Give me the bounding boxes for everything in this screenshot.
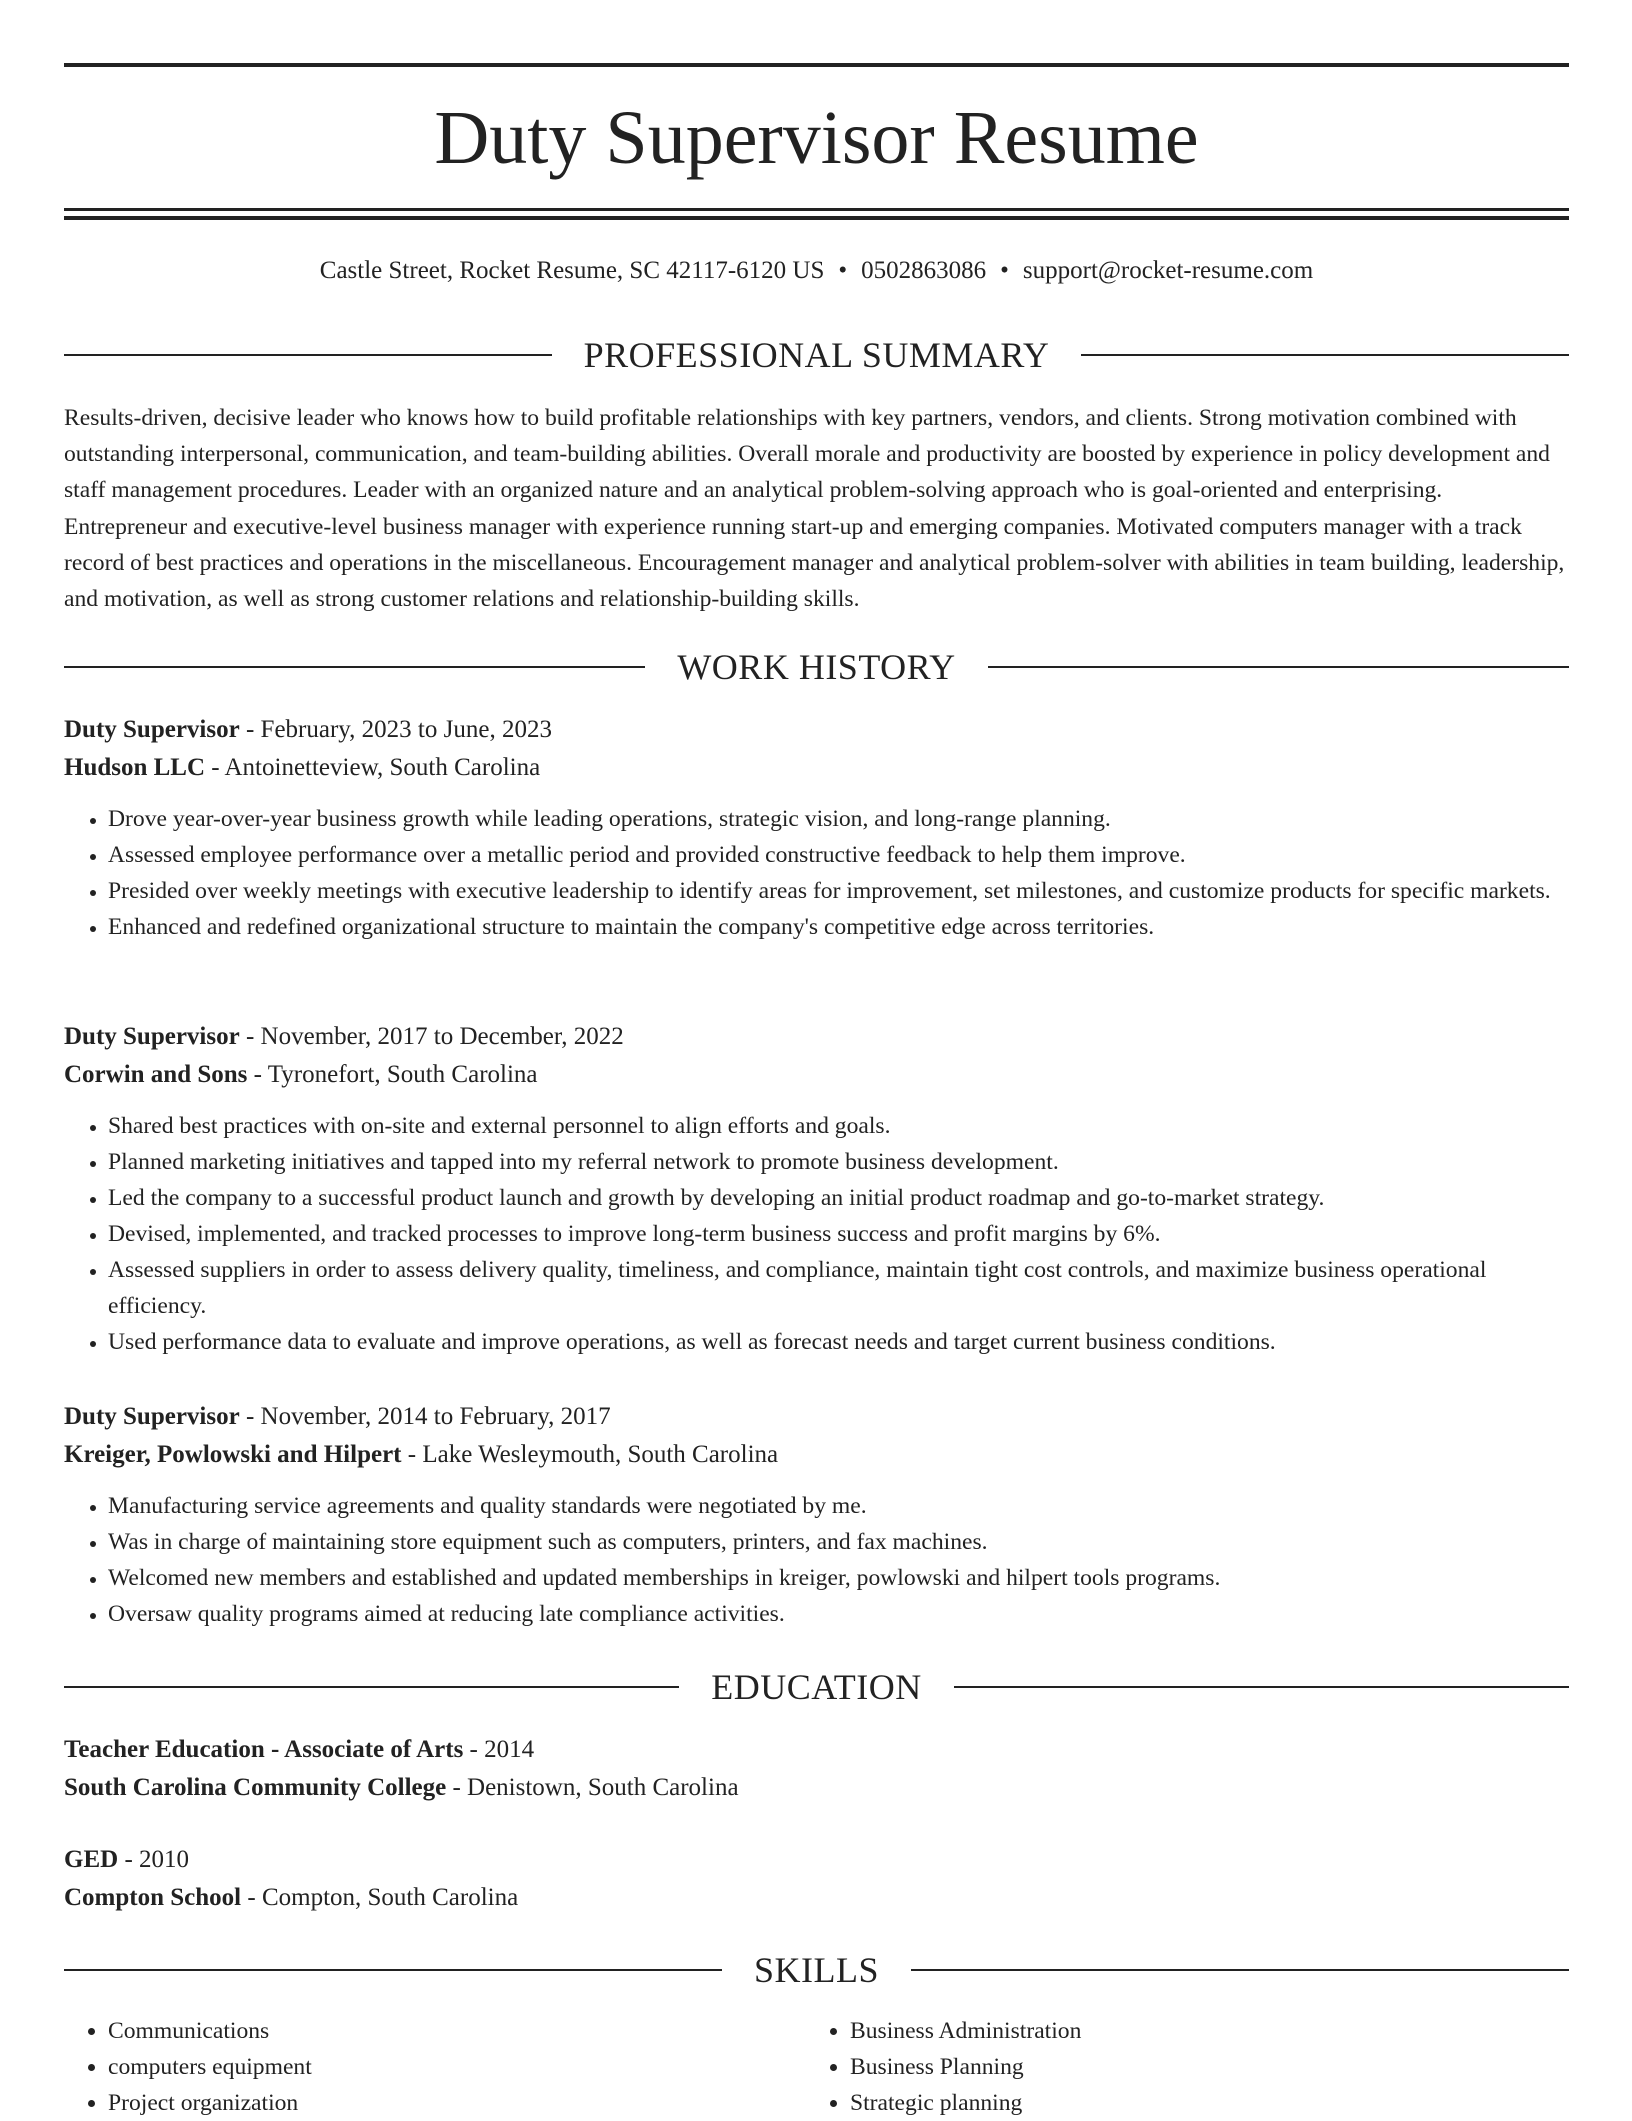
job-title: Duty Supervisor (64, 716, 240, 743)
education-entry (64, 1731, 1569, 1807)
heading-rule (1081, 354, 1569, 356)
list-item: • Assessed employee performance over a metallic period and provided constructive feedback to help them improve. (108, 837, 1569, 873)
heading-rule (954, 1686, 1569, 1688)
degree-year: - 2010 (118, 1846, 190, 1873)
job-bullets (64, 1108, 1569, 1360)
job-location: - Lake Wesleymouth, South Carolina (401, 1441, 779, 1468)
degree-line (64, 1841, 1569, 1879)
section-title: SKILLS (754, 1950, 880, 1990)
section-heading-skills (64, 1950, 1569, 1990)
section-title: WORK HISTORY (677, 647, 956, 687)
job-title: Duty Supervisor (64, 1023, 240, 1050)
company-name: Kreiger, Powlowski and Hilpert (64, 1441, 402, 1468)
job-location: - Antoinetteview, South Carolina (205, 754, 541, 781)
skill-item: • Business Planning (850, 2049, 1548, 2085)
job-title: Duty Supervisor (64, 1403, 240, 1430)
list-item: • Assessed suppliers in order to assess delivery quality, timeliness, and compliance, maintain tight cost controls, and maximize business operational efficiency. (108, 1252, 1569, 1324)
company-name: Hudson LLC (64, 754, 206, 781)
contact-line (64, 255, 1569, 287)
degree: GED (64, 1846, 119, 1873)
job-dates: - November, 2017 to December, 2022 (239, 1023, 624, 1050)
title-double-rule (64, 208, 1569, 220)
list-item: • Welcomed new members and established and updated memberships in kreiger, powlowski and hilpert tools programs. (108, 1560, 1569, 1596)
degree-line (64, 1731, 1569, 1769)
skill-item: • Project organization (108, 2085, 806, 2121)
resume-title: Duty Supervisor Resume (434, 96, 1199, 180)
section-heading-education (64, 1667, 1569, 1707)
school-location: - Denistown, South Carolina (446, 1774, 739, 1801)
heading-rule (988, 666, 1569, 668)
list-item: • Enhanced and redefined organizational structure to maintain the company's competitive edge across territories. (108, 909, 1569, 945)
list-item: • Was in charge of maintaining store equipment such as computers, printers, and fax machines. (108, 1524, 1569, 1560)
skill-item: • Communications (108, 2013, 806, 2049)
job-title-line (64, 1398, 1569, 1436)
job-bullets (64, 1488, 1569, 1632)
heading-rule (911, 1969, 1569, 1971)
list-item: • Led the company to a successful product launch and growth by developing an initial product roadmap and go-to-market strategy. (108, 1180, 1569, 1216)
section-heading-summary (64, 335, 1569, 375)
skills-list (64, 2013, 1569, 2121)
job-entry (64, 1018, 1569, 1360)
skill-item: • Strategic planning (850, 2085, 1548, 2121)
job-entry (64, 711, 1569, 945)
job-location: - Tyronefort, South Carolina (247, 1061, 538, 1088)
list-item: • Drove year-over-year business growth while leading operations, strategic vision, and long-range planning. (108, 801, 1569, 837)
top-rule (64, 63, 1569, 67)
summary-text: Results-driven, decisive leader who knows how to build profitable relationships with key partners, vendors, and clients. Strong motivation combined with outstanding interpersonal, communication, and team-building abilities. Overall morale and productivity are boosted by experience in policy development and staff management procedures. Leader with an organized nature and an analytical problem-solving approach who is goal-oriented and enterprising. Entrepreneur and executive-level business manager with experience running start-up and emerging companies. Motivated computers manager with a track record of best practices and operations in the miscellaneous. Encouragement manager and analytical problem-solver with abilities in team building, leadership, and motivation, as well as strong customer relations and relationship-building skills. (64, 405, 1565, 613)
list-item: • Oversaw quality programs aimed at reducing late compliance activities. (108, 1596, 1569, 1632)
section-heading-work (64, 647, 1569, 687)
list-item: • Used performance data to evaluate and improve operations, as well as forecast needs and target current business conditions. (108, 1324, 1569, 1360)
school-line (64, 1879, 1569, 1917)
list-item: • Manufacturing service agreements and quality standards were negotiated by me. (108, 1488, 1569, 1524)
heading-rule (64, 666, 645, 668)
list-item: • Planned marketing initiatives and tapped into my referral network to promote business development. (108, 1144, 1569, 1180)
job-dates: - November, 2014 to February, 2017 (239, 1403, 611, 1430)
degree-year: - 2014 (463, 1736, 535, 1763)
list-item: • Devised, implemented, and tracked processes to improve long-term business success and profit margins by 6%. (108, 1216, 1569, 1252)
skill-item: • Business Administration (850, 2013, 1548, 2049)
skills-column-left (64, 2013, 806, 2121)
school-line (64, 1769, 1569, 1807)
list-item: • Presided over weekly meetings with executive leadership to identify areas for improvement, set milestones, and customize products for specific markets. (108, 873, 1569, 909)
job-company-line (64, 749, 1569, 787)
school-name: Compton School (64, 1884, 242, 1911)
section-title: EDUCATION (711, 1667, 922, 1707)
heading-rule (64, 1686, 679, 1688)
contact-separator: • (838, 257, 848, 284)
job-title-line (64, 1018, 1569, 1056)
job-entry (64, 1398, 1569, 1632)
email: support@rocket-resume.com (1022, 257, 1314, 284)
skill-item: • computers equipment (108, 2049, 806, 2085)
job-bullets (64, 801, 1569, 945)
degree: Teacher Education - Associate of Arts (64, 1736, 464, 1763)
school-location: - Compton, South Carolina (241, 1884, 519, 1911)
job-company-line (64, 1056, 1569, 1094)
job-company-line (64, 1436, 1569, 1474)
heading-rule (64, 1969, 722, 1971)
job-dates: - February, 2023 to June, 2023 (239, 716, 552, 743)
list-item: • Shared best practices with on-site and external personnel to align efforts and goals. (108, 1108, 1569, 1144)
company-name: Corwin and Sons (64, 1061, 248, 1088)
school-name: South Carolina Community College (64, 1774, 447, 1801)
address: Castle Street, Rocket Resume, SC 42117-6120 US (319, 257, 825, 284)
education-entry (64, 1841, 1569, 1917)
heading-rule (64, 354, 552, 356)
contact-separator: • (1000, 257, 1009, 284)
section-title: PROFESSIONAL SUMMARY (583, 335, 1050, 375)
skills-column-right (806, 2013, 1548, 2121)
job-title-line (64, 711, 1569, 749)
phone: 0502863086 (861, 257, 987, 284)
